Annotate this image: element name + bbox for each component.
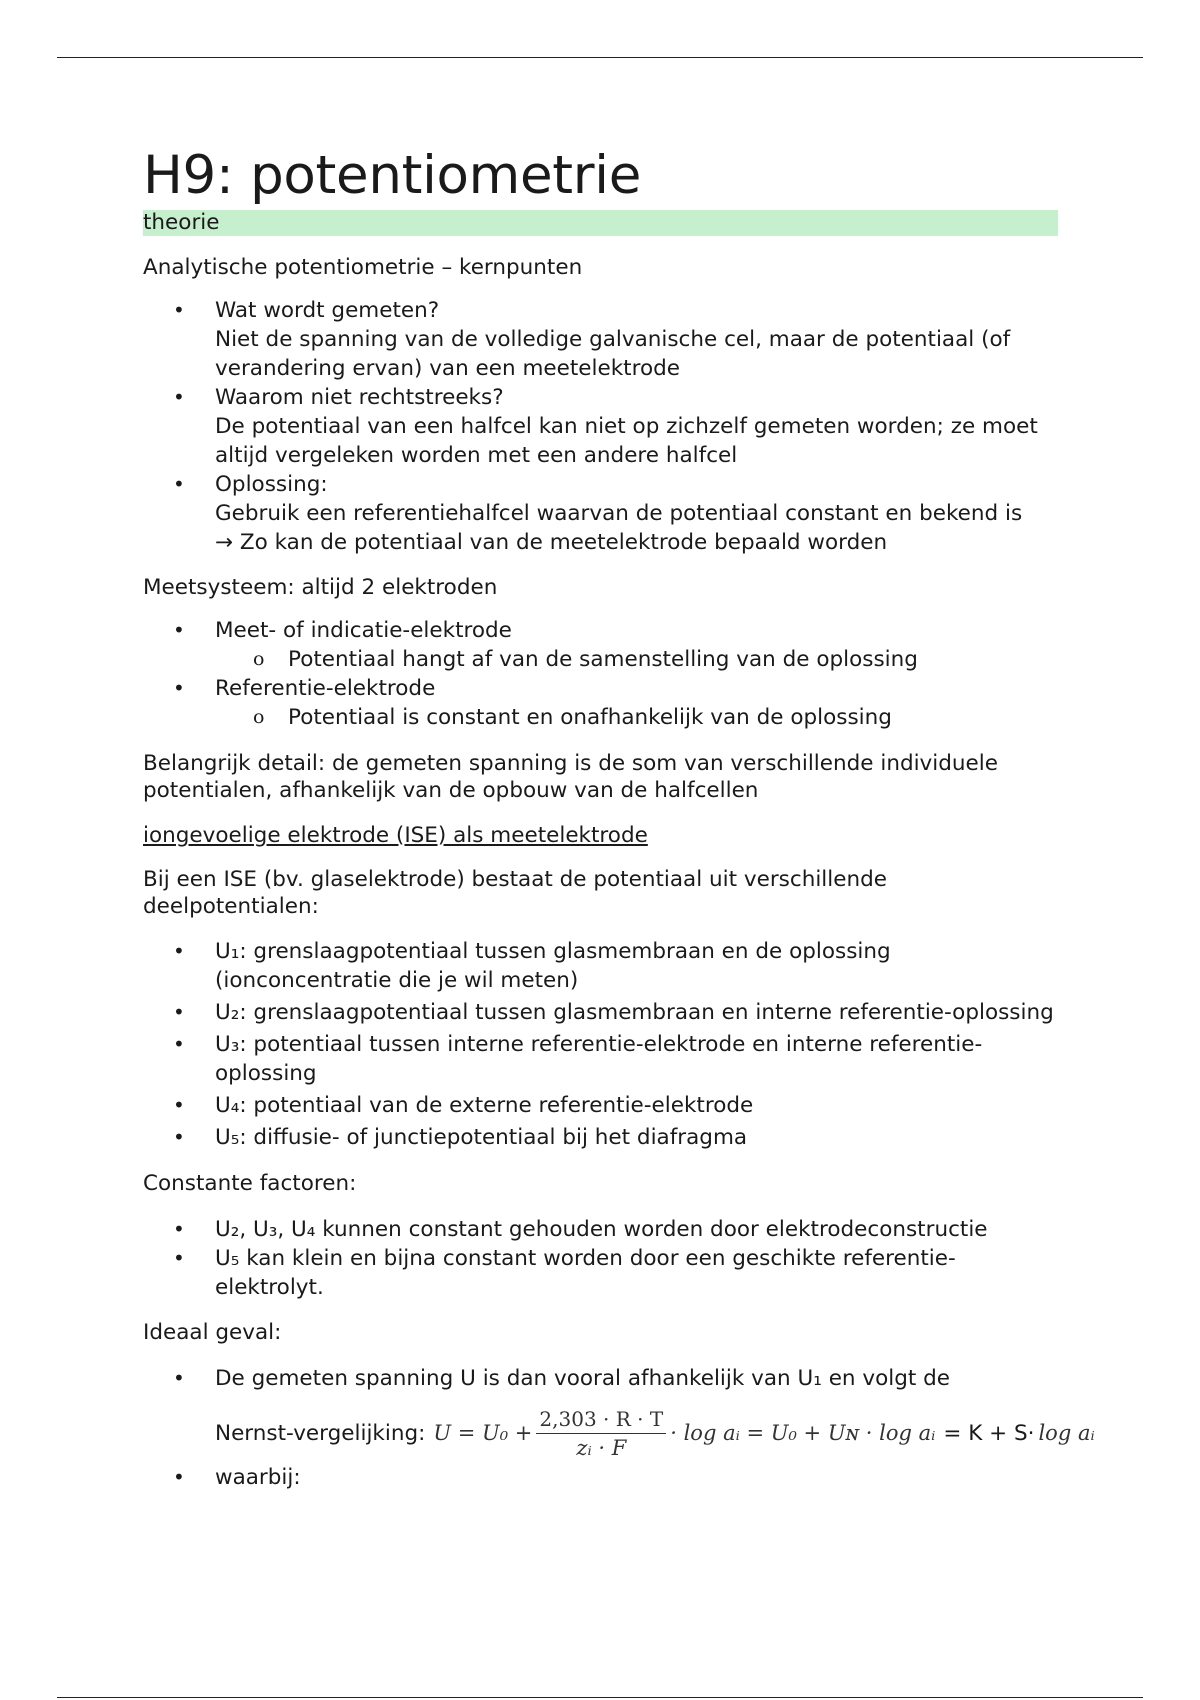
bullet-icon: • <box>173 1366 185 1390</box>
list-item: • U₅ kan klein en bijna constant worden door een geschikte referentie-elektrolyt. <box>173 1246 956 1300</box>
fraction-numerator: 2,303 · R · T <box>536 1407 666 1434</box>
bullet-icon: • <box>173 298 185 322</box>
bullet-icon: • <box>173 1246 185 1270</box>
bullet-icon: • <box>173 939 185 963</box>
list-item: • Referentie-elektrode o Potentiaal is constant en onafhankelijk van de oplossing <box>143 674 1058 732</box>
list-item: • waarbij: <box>173 1465 301 1490</box>
sub-list-item: o Potentiaal is constant en onafhankelijk van de oplossing <box>253 705 892 730</box>
paragraph-meetsysteem: Meetsysteem: altijd 2 elektroden <box>143 575 498 600</box>
document-body <box>143 140 1095 1492</box>
paragraph-detail: Belangrijk detail: de gemeten spanning is de som van verschillende individuele potentialen, afhankelijk van de opbouw van de halfcellen <box>143 751 998 803</box>
formula-lhs: U = U₀ + <box>433 1421 533 1445</box>
formula-fraction <box>536 1407 666 1460</box>
list-deelpotentialen <box>143 937 1058 1152</box>
bullet-icon: • <box>173 676 185 700</box>
bullet-icon: • <box>173 1093 185 1117</box>
header-rule <box>57 57 1143 58</box>
list-item: • De gemeten spanning U is dan vooral afhankelijk van U₁ en volgt de Nernst-vergelijking: U = U₀ + $\frac{2,303 \cdot R \cdot T}{\text{zᵢ · F}}$ · log aᵢ = U₀ + Uɴ · log aᵢ = K + S· log aᵢ <box>143 1364 1058 1463</box>
bullet-icon: • <box>173 1465 185 1489</box>
bullet-icon: • <box>173 1217 185 1241</box>
sub-list-item: o Potentiaal hangt af van de samenstelling van de oplossing <box>253 647 918 672</box>
list-constante-factoren <box>143 1215 1058 1302</box>
list-item: • Wat wordt gemeten? Niet de spanning van de volledige galvanische cel, maar de potentiaal (of verandering ervan) van een meetelektrode <box>173 298 1011 381</box>
paragraph-constant: Constante factoren: <box>143 1171 357 1196</box>
nernst-formula: Nernst-vergelijking: U = U₀ + $\frac{2,303 \cdot R \cdot T}{\text{zᵢ · F}}$ · log aᵢ = U₀ + Uɴ · log aᵢ = K + S· log aᵢ <box>215 1407 1095 1460</box>
formula-log-part: · log aᵢ = U₀ + Uɴ · log aᵢ <box>670 1421 936 1445</box>
list-item: • U₃: potentiaal tussen interne referentie-elektrode en interne referentie-oplossing <box>173 1032 983 1086</box>
list-item: • U₄: potentiaal van de externe referentie-elektrode <box>173 1093 754 1118</box>
list-item: • Meet- of indicatie-elektrode o Potentiaal hangt af van de samenstelling van de oplossing <box>143 616 1058 674</box>
paragraph-intro: Analytische potentiometrie – kernpunten <box>143 255 583 280</box>
page-title: H9: potentiometrie <box>143 145 641 206</box>
formula-tail: = K + S· <box>943 1421 1035 1446</box>
bullet-icon: • <box>173 1032 185 1056</box>
list-item: • U₅: diffusie- of junctiepotentiaal bij het diafragma <box>173 1125 748 1150</box>
sub-bullet-icon: o <box>253 706 265 728</box>
section-band: theorie <box>143 210 1058 236</box>
list-item: • U₂: grenslaagpotentiaal tussen glasmembraan en interne referentie-oplossing <box>173 1000 1054 1025</box>
paragraph-ideaal: Ideaal geval: <box>143 1320 282 1345</box>
fraction-denominator: zᵢ · F <box>576 1436 627 1460</box>
list-item: • U₁: grenslaagpotentiaal tussen glasmembraan en de oplossing (ionconcentratie die je wil meten) <box>173 939 891 993</box>
bullet-icon: • <box>173 618 185 642</box>
paragraph-ise: Bij een ISE (bv. glaselektrode) bestaat de potentiaal uit verschillende deelpotentialen: <box>143 867 887 919</box>
list-ideaal <box>143 1364 1095 1492</box>
bullet-icon: • <box>173 472 185 496</box>
list-item: • Oplossing: Gebruik een referentiehalfcel waarvan de potentiaal constant en bekend is → Zo kan de potentiaal van de meetelektrode bepaald worden <box>173 472 1023 555</box>
formula-log-tail: log aᵢ <box>1038 1421 1095 1445</box>
list-elektroden <box>143 616 1058 732</box>
bullet-icon: • <box>173 385 185 409</box>
bullet-icon: • <box>173 1125 185 1149</box>
list-item: • Waarom niet rechtstreeks? De potentiaal van een halfcel kan niet op zichzelf gemeten worden; ze moet altijd vergeleken worden met een andere halfcel <box>173 385 1038 468</box>
nernst-formula-line <box>215 1395 1095 1463</box>
sub-bullet-icon: o <box>253 648 265 670</box>
list-kernpunten <box>143 296 1058 557</box>
list-item: • U₂, U₃, U₄ kunnen constant gehouden worden door elektrodeconstructie <box>173 1217 988 1242</box>
heading-ise: iongevoelige elektrode (ISE) als meetelektrode <box>143 823 648 848</box>
footer-rule <box>57 1697 1143 1698</box>
bullet-icon: • <box>173 1000 185 1024</box>
